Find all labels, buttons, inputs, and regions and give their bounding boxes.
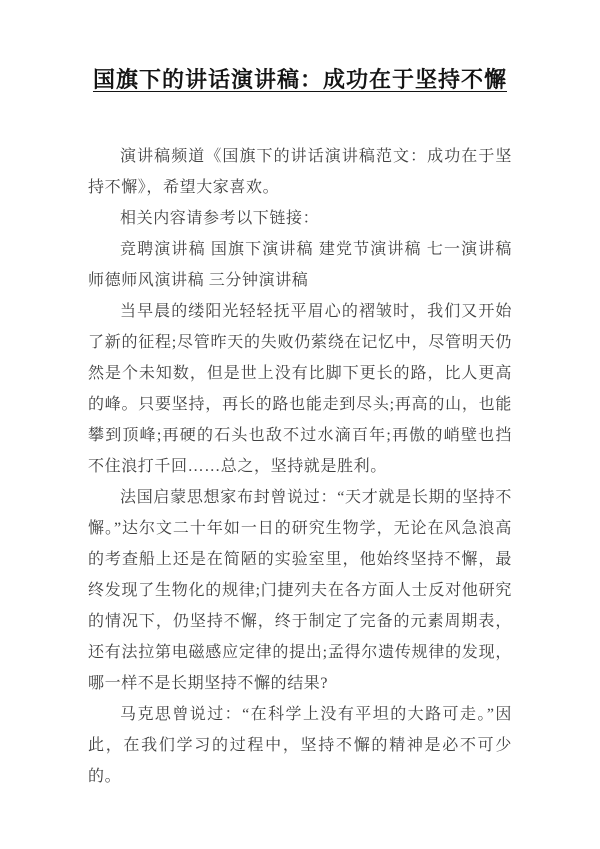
document-body	[88, 141, 512, 792]
paragraph: 马克思曾说过：“在科学上没有平坦的大路可走。”因此，在我们学习的过程中，坚持不懈的精神是必不可少的。	[88, 705, 512, 785]
paragraph: 竞聘演讲稿 国旗下演讲稿 建党节演讲稿 七一演讲稿 师德师风演讲稿 三分钟演讲稿	[88, 240, 512, 289]
paragraph: 当早晨的缕阳光轻轻抚平眉心的褶皱时，我们又开始了新的征程;尽管昨天的失败仍萦绕在记忆中，尽管明天仍然是个未知数，但是世上没有比脚下更长的路，比人更高的峰。只要坚持，再长的路也能走到尽头;再高的山，也能攀到顶峰;再硬的石头也敌不过水滴百年;再傲的峭壁也挡不住浪打千回……总之，坚持就是胜利。	[88, 302, 512, 475]
paragraph: 法国启蒙思想家布封曾说过：“天才就是长期的坚持不懈。”达尔文二十年如一日的研究生物学，无论在风急浪高的考查船上还是在简陋的实验室里，他始终坚持不懈，最终发现了生物化的规律;门捷列夫在各方面人士反对他研究的情况下，仍坚持不懈，终于制定了完备的元素周期表，还有法拉第电磁感应定律的提出;孟得尔遗传规律的发现，哪一样不是长期坚持不懈的结果?	[88, 488, 512, 692]
paragraph: 演讲稿频道《国旗下的讲话演讲稿范文：成功在于坚持不懈》，希望大家喜欢。	[88, 147, 512, 196]
paragraph: 相关内容请参考以下链接：	[120, 209, 320, 227]
page-title: 国旗下的讲话演讲稿：成功在于坚持不懈	[92, 67, 507, 92]
